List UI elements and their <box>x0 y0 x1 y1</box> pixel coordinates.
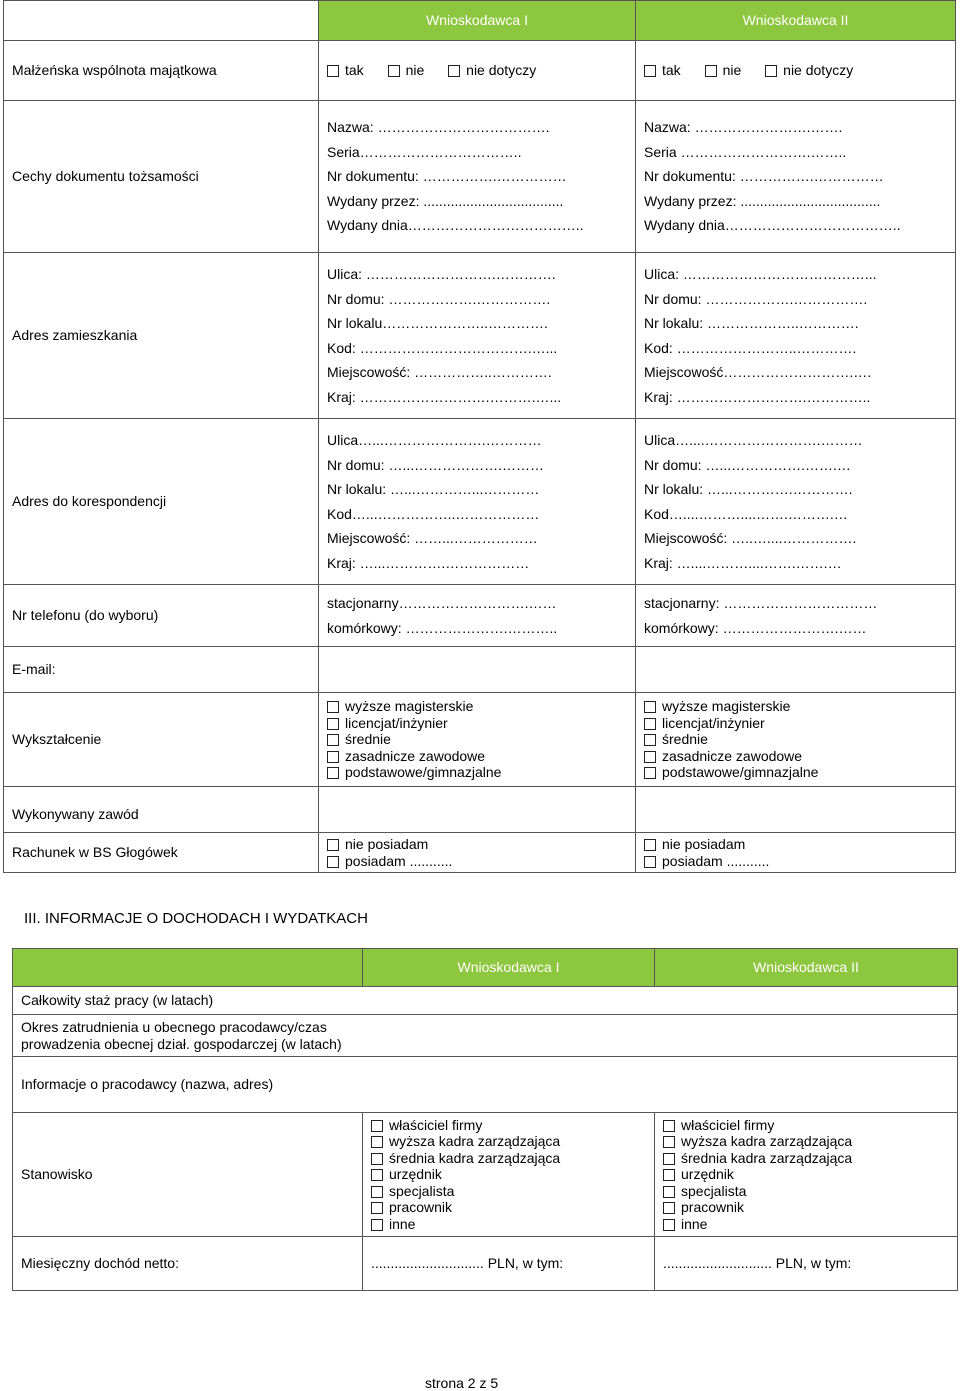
option[interactable]: specjalista <box>371 1183 646 1200</box>
checkbox[interactable] <box>371 1120 383 1132</box>
checkbox[interactable] <box>327 856 339 868</box>
wspolnota-app2 <box>636 41 956 101</box>
option[interactable]: podstawowe/gimnazjalne <box>644 764 947 781</box>
checkbox[interactable] <box>327 65 339 77</box>
option[interactable]: wyższe magisterskie <box>327 698 627 715</box>
dochod-app1[interactable]: ............................. PLN, w tym: <box>363 1237 655 1291</box>
option[interactable]: pracownik <box>371 1199 646 1216</box>
option[interactable]: średnie <box>327 731 627 748</box>
row-email <box>4 647 956 693</box>
option[interactable]: licencjat/inżynier <box>327 715 627 732</box>
row-label: E-mail: <box>4 647 319 693</box>
option[interactable]: posiadam ........... <box>327 853 627 870</box>
stanowisko-app2 <box>655 1113 958 1237</box>
checkbox[interactable] <box>644 718 656 730</box>
adres-app1[interactable]: Ulica: ……………………….…………. Nr domu: ……………….……………. Nr lokalu…………………..…………. Kod: ……………………………….…... Miejscowość: ……………..…………. Kraj: ……………………….……….…... <box>319 253 636 419</box>
option[interactable]: inne <box>371 1216 646 1233</box>
checkbox[interactable] <box>327 751 339 763</box>
option[interactable]: zasadnicze zawodowe <box>644 748 947 765</box>
header-applicant-1: Wnioskodawca I <box>363 949 655 987</box>
row-rachunek <box>4 833 956 873</box>
option-nie-dotyczy[interactable]: nie dotyczy <box>765 62 853 78</box>
page-number: strona 2 z 5 <box>425 1375 499 1391</box>
checkbox[interactable] <box>663 1169 675 1181</box>
row-label: Stanowisko <box>13 1113 363 1237</box>
checkbox[interactable] <box>705 65 717 77</box>
row-telefon <box>4 585 956 647</box>
header-applicant-1: Wnioskodawca I <box>319 1 636 41</box>
row-stanowisko <box>13 1113 958 1237</box>
option[interactable]: wyższa kadra zarządzająca <box>371 1133 646 1150</box>
row-label: Adres zamieszkania <box>4 253 319 419</box>
checkbox[interactable] <box>663 1153 675 1165</box>
checkbox[interactable] <box>327 839 339 851</box>
stanowisko-app1 <box>363 1113 655 1237</box>
option[interactable]: średnia kadra zarządzająca <box>663 1150 949 1167</box>
adres-app2[interactable]: Ulica: …………………………………... Nr domu: ……………….……………. Nr lokalu: ………………..…………. Kod: ……………………..…………. Miejscowość……………………….…. Kraj: ……………………….………….. <box>636 253 956 419</box>
checkbox[interactable] <box>663 1136 675 1148</box>
row-staz <box>13 987 958 1015</box>
checkbox[interactable] <box>388 65 400 77</box>
option[interactable]: średnia kadra zarządzająca <box>371 1150 646 1167</box>
email-app2[interactable] <box>636 647 956 693</box>
row-dokument <box>4 101 956 253</box>
checkbox[interactable] <box>765 65 777 77</box>
checkbox[interactable] <box>663 1120 675 1132</box>
option[interactable]: średnie <box>644 731 947 748</box>
wyksztalcenie-app1 <box>319 693 636 787</box>
option[interactable]: urzędnik <box>371 1166 646 1183</box>
wspolnota-app1 <box>319 41 636 101</box>
checkbox[interactable] <box>663 1219 675 1231</box>
checkbox[interactable] <box>327 701 339 713</box>
option[interactable]: nie posiadam <box>644 836 947 853</box>
checkbox[interactable] <box>448 65 460 77</box>
checkbox[interactable] <box>371 1153 383 1165</box>
row-wspolnota <box>4 41 956 101</box>
rachunek-app2 <box>636 833 956 873</box>
row-label: Adres do korespondencji <box>4 419 319 585</box>
row-zawod <box>4 787 956 833</box>
option-nie-dotyczy[interactable]: nie dotyczy <box>448 62 536 78</box>
option[interactable]: urzędnik <box>663 1166 949 1183</box>
option[interactable]: podstawowe/gimnazjalne <box>327 764 627 781</box>
checkbox[interactable] <box>371 1202 383 1214</box>
email-app1[interactable] <box>319 647 636 693</box>
header-applicant-2: Wnioskodawca II <box>636 1 956 41</box>
option-tak[interactable]: tak <box>644 62 681 78</box>
checkbox[interactable] <box>327 718 339 730</box>
zawod-app1[interactable] <box>319 787 636 833</box>
option[interactable]: pracownik <box>663 1199 949 1216</box>
row-pracodawca <box>13 1057 958 1113</box>
checkbox[interactable] <box>327 734 339 746</box>
row-label: Rachunek w BS Głogówek <box>4 833 319 873</box>
option[interactable]: posiadam ........... <box>644 853 947 870</box>
option[interactable]: wyższa kadra zarządzająca <box>663 1133 949 1150</box>
checkbox[interactable] <box>371 1186 383 1198</box>
checkbox[interactable] <box>644 856 656 868</box>
option[interactable]: licencjat/inżynier <box>644 715 947 732</box>
korespondencja-app1[interactable]: Ulica…...………………….………… Nr domu: …...……………….……… Nr lokalu: …...…………...………… Kod…...……………..……………… Miejscowość: ……...……………… Kraj: …...………….……………… <box>319 419 636 585</box>
row-label: Całkowity staż pracy (w latach) <box>13 987 958 1015</box>
checkbox[interactable] <box>327 767 339 779</box>
option[interactable]: właściciel firmy <box>371 1117 646 1134</box>
dochod-app2[interactable]: ............................ PLN, w tym: <box>655 1237 958 1291</box>
row-label: Miesięczny dochód netto: <box>13 1237 363 1291</box>
dokument-app2[interactable]: Nazwa: …………………….……. Seria ……………………….…….. Nr dokumentu: …………….…………… Wydany przez: .................................... Wydany dnia……………………………….. <box>636 101 956 253</box>
row-label: Informacje o pracodawcy (nazwa, adres) <box>13 1057 958 1113</box>
checkbox[interactable] <box>644 767 656 779</box>
income-table <box>12 948 958 1291</box>
option[interactable]: nie posiadam <box>327 836 627 853</box>
wyksztalcenie-app2 <box>636 693 956 787</box>
checkbox[interactable] <box>644 701 656 713</box>
checkbox[interactable] <box>663 1202 675 1214</box>
option[interactable]: inne <box>663 1216 949 1233</box>
checkbox[interactable] <box>644 65 656 77</box>
applicants-table <box>3 0 956 873</box>
row-label: Małżeńska wspólnota majątkowa <box>4 41 319 101</box>
checkbox[interactable] <box>644 751 656 763</box>
checkbox[interactable] <box>644 734 656 746</box>
checkbox[interactable] <box>663 1186 675 1198</box>
section-title: III. INFORMACJE O DOCHODACH I WYDATKACH <box>24 910 368 927</box>
row-okres <box>13 1015 958 1057</box>
header-applicant-2: Wnioskodawca II <box>655 949 958 987</box>
checkbox[interactable] <box>371 1136 383 1148</box>
option[interactable]: wyższe magisterskie <box>644 698 947 715</box>
option-nie[interactable]: nie <box>388 62 425 78</box>
header-empty-cell <box>4 1 319 41</box>
header-empty-cell <box>13 949 363 987</box>
row-korespondencja <box>4 419 956 585</box>
zawod-app2[interactable] <box>636 787 956 833</box>
row-adres <box>4 253 956 419</box>
checkbox[interactable] <box>371 1169 383 1181</box>
dokument-app1[interactable]: Nazwa: ………………………………. Seria…………………………….. Nr dokumentu: …………….…………… Wydany przez: .................................... Wydany dnia……………………………….. <box>319 101 636 253</box>
option[interactable]: zasadnicze zawodowe <box>327 748 627 765</box>
row-label: Cechy dokumentu tożsamości <box>4 101 319 253</box>
checkbox[interactable] <box>644 839 656 851</box>
option-nie[interactable]: nie <box>705 62 742 78</box>
row-dochod <box>13 1237 958 1291</box>
rachunek-app1 <box>319 833 636 873</box>
row-label: Nr telefonu (do wyboru) <box>4 585 319 647</box>
row-wyksztalcenie <box>4 693 956 787</box>
korespondencja-app2[interactable]: Ulica…....…………………….……… Nr domu: …...…………….…….… Nr lokalu: …...………….…………. Kod…....………....…….……….… Miejscowość: …..…....……………. Kraj: …....………....…….…….… <box>636 419 956 585</box>
checkbox[interactable] <box>371 1219 383 1231</box>
row-label: Okres zatrudnienia u obecnego pracodawcy/czas prowadzenia obecnej dział. gospodarczej (w latach) <box>13 1015 958 1057</box>
telefon-app1[interactable]: stacjonarny……………………….…… komórkowy: ………………….……….. <box>319 585 636 647</box>
option[interactable]: właściciel firmy <box>663 1117 949 1134</box>
option[interactable]: specjalista <box>663 1183 949 1200</box>
row-label: Wykształcenie <box>4 693 319 787</box>
row-label: Wykonywany zawód <box>4 787 319 833</box>
telefon-app2[interactable]: stacjonarny: …………………………… komórkowy: …………………….…… <box>636 585 956 647</box>
option-tak[interactable]: tak <box>327 62 364 78</box>
